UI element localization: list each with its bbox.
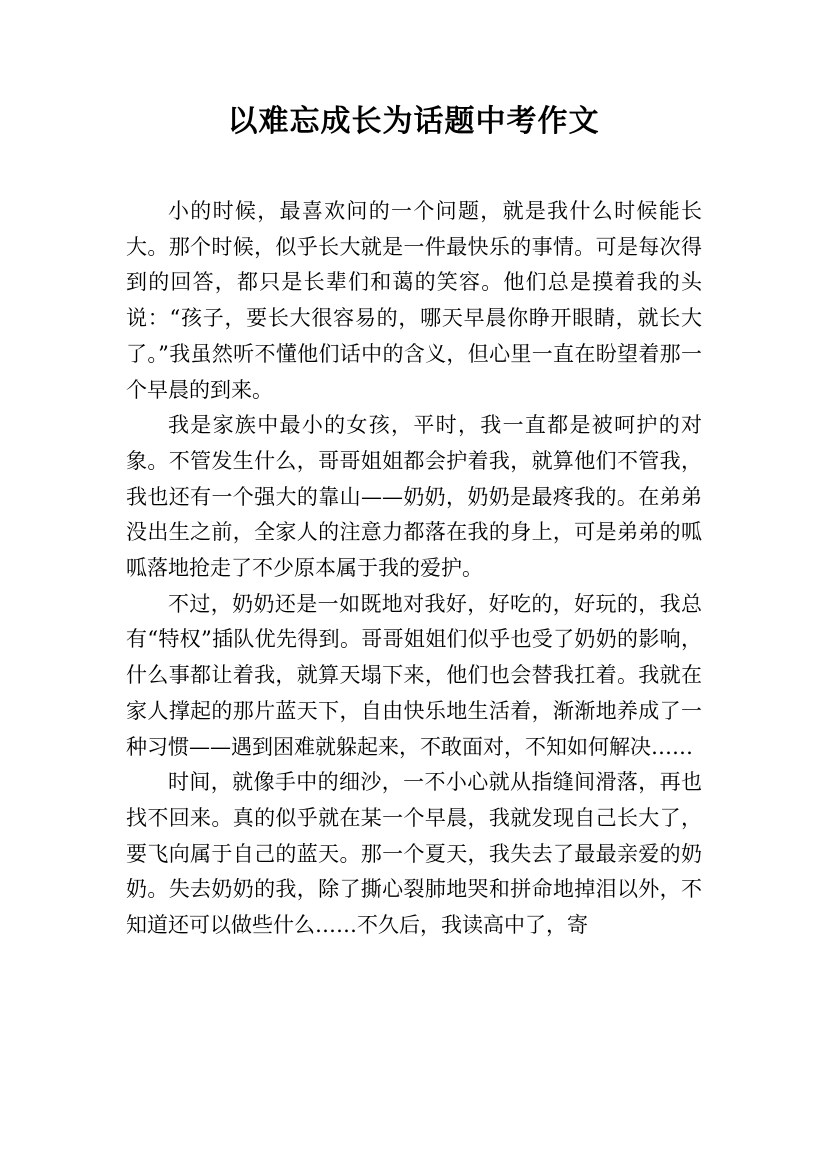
document-body (126, 194, 702, 944)
page-title: 以难忘成长为话题中考作文 (227, 104, 600, 139)
paragraph-1: 小的时候，最喜欢问的一个问题，就是我什么时候能长大。那个时候，似乎长大就是一件最快乐的事情。可是每次得到的回答，都只是长辈们和蔼的笑容。他们总是摸着我的头说：“孩子，要长大很容易的，哪天早晨你睁开眼睛，就长大了。”我虽然听不懂他们话中的含义，但心里一直在盼望着那一个早晨的到来。 (126, 199, 702, 402)
paragraph-4: 时间，就像手中的细沙，一不小心就从指缝间滑落，再也找不回来。真的似乎就在某一个早晨，我就发现自己长大了，要飞向属于自己的蓝天。那一个夏天，我失去了最最亲爱的奶奶。失去奶奶的我，除了撕心裂肺地哭和拼命地掉泪以外，不知道还可以做些什么……不久后，我读高中了，寄 (126, 770, 702, 938)
paragraph-2: 我是家族中最小的女孩，平时，我一直都是被呵护的对象。不管发生什么，哥哥姐姐都会护着我，就算他们不管我，我也还有一个强大的靠山——奶奶，奶奶是最疼我的。在弟弟没出生之前，全家人的注意力都落在我的身上，可是弟弟的呱呱落地抢走了不少原本属于我的爱护。 (126, 413, 702, 581)
paragraph-3: 不过，奶奶还是一如既地对我好，好吃的，好玩的，我总有“特权”插队优先得到。哥哥姐姐们似乎也受了奶奶的影响，什么事都让着我，就算天塌下来，他们也会替我扛着。我就在家人撑起的那片蓝天下，自由快乐地生活着，渐渐地养成了一种习惯——遇到困难就躲起来，不敢面对，不知如何解决…… (126, 591, 702, 759)
